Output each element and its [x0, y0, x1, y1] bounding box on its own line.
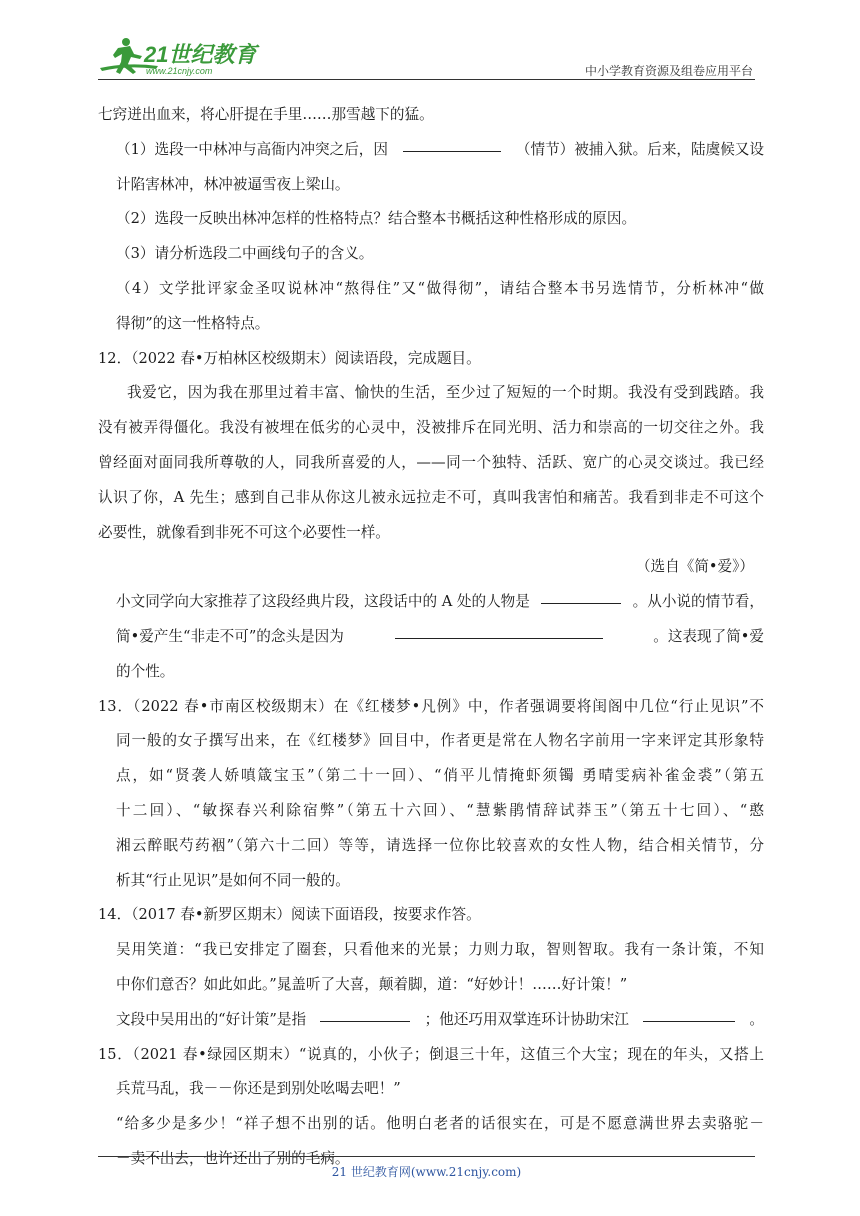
page-footer [98, 1156, 755, 1180]
header-divider [98, 79, 755, 80]
text-line: 点，如“贤袭人娇嗔箴宝玉”（第二十一回）、“俏平儿情掩虾须镯 勇晴雯病补雀金裘”（第五 [116, 767, 764, 785]
platform-name: 中小学教育资源及组卷应用平台 [584, 64, 753, 78]
text-segment: 简•爱产生“非走不可”的念头是因为 [116, 627, 344, 645]
text-line: （4）文学批评家金圣叹说林冲“熬得住”又“做得彻”，请结合整本书另选情节，分析林冲“做 [116, 279, 764, 297]
text-line: 我爱它，因为我在那里过着丰富、愉快的生活，至少过了短短的一个时期。我没有受到践踏。我 [127, 384, 764, 402]
text-line: －卖不出去，也许还出了别的毛病。 [116, 1149, 350, 1167]
text-line: “给多少是多少！“祥子想不出别的话。他明白老者的话很实在，可是不愿意满世界去卖骆驼－ [116, 1115, 764, 1133]
text-segment: 小文同学向大家推荐了这段经典片段，这段话中的 A 处的人物是 [116, 593, 530, 611]
page-header [98, 28, 755, 80]
text-segment: 。从小说的情节看， [632, 593, 764, 611]
logo-url: www.21cnjy.com [146, 66, 213, 76]
text-line: 中你们意否？如此如此。”晁盖听了大喜，颠着脚，道：“好妙计！……好计策！” [116, 975, 628, 993]
text-line: 七窍迸出血来，将心肝提在手里……那雪越下的猛。 [98, 106, 434, 123]
footer-divider [98, 1156, 755, 1157]
question-title: 13．（2022 春•市南区校级期末）在《红楼梦•凡例》中，作者强调要将闺阁中几位“行止见识”不 [98, 697, 764, 715]
text-line: 兵荒马乱，我－－你还是到别处吆喝去吧！” [116, 1080, 401, 1098]
text-line: 没有被弄得僵化。我没有被埋在低劣的心灵中，没被排斥在同光明、活力和崇高的一切交往之外。我 [98, 419, 764, 437]
text-line: （2）选段一反映出林冲怎样的性格特点？结合整本书概括这种性格形成的原因。 [116, 210, 637, 228]
answer-blank[interactable] [643, 1003, 735, 1022]
question-line [98, 133, 764, 168]
logo-text: 21世纪教育 [144, 42, 257, 67]
question-title: 12．（2022 春•万柏林区校级期末）阅读语段，完成题目。 [98, 349, 481, 367]
document-body [98, 98, 764, 1177]
text-line: 的个性。 [116, 662, 175, 680]
text-segment: 。 [749, 1010, 764, 1028]
question-title: 14．（2017 春•新罗区期末）阅读下面语段，按要求作答。 [98, 906, 481, 924]
question-line [98, 585, 764, 620]
answer-blank[interactable] [541, 585, 621, 604]
answer-blank[interactable] [320, 1003, 410, 1022]
text-line: 同一般的女子撰写出来，在《红楼梦》回目中，作者更是常在人物名字前用一字来评定其形象特 [116, 732, 764, 750]
text-line: 得彻”的这一性格特点。 [116, 314, 270, 332]
text-line: 认识了你，A 先生；感到自己非从你这儿被永远拉走不可，真叫我害怕和痛苦。我看到非走不可这个 [98, 488, 764, 506]
text-line: （3）请分析选段二中画线句子的含义。 [116, 245, 374, 263]
text-segment: 。这表现了简•爱 [653, 627, 764, 645]
text-segment: （情节）被捕入狱。后来，陆虞候又设 [515, 140, 764, 158]
text-line: 曾经面对面同我所尊敬的人，同我所喜爱的人，——同一个独特、活跃、宽广的心灵交谈过。我已经 [98, 453, 764, 471]
source-citation: （选自《简•爱》） [635, 558, 754, 576]
question-line [98, 620, 764, 655]
text-line: 湘云醉眠芍药裀”（第六十二回）等等，请选择一位你比较喜欢的女性人物，结合相关情节，分 [116, 836, 764, 854]
text-segment: 文段中吴用出的“好计策”是指 [116, 1010, 307, 1028]
text-line: 析其“行止见识”是如何不同一般的。 [116, 871, 350, 889]
text-line: 吴用笑道：“我已安排定了圈套，只看他来的光景；力则力取，智则智取。我有一条计策，不知 [116, 941, 764, 959]
answer-blank[interactable] [403, 133, 501, 152]
answer-blank[interactable] [395, 620, 603, 639]
footer-text: 21 世纪教育网(www.21cnjy.com) [331, 1165, 522, 1179]
text-segment: ；他还巧用双掌连环计协助宋江 [424, 1010, 629, 1028]
site-logo [98, 34, 268, 78]
question-title: 15．（2021 春•绿园区期末）“说真的，小伙子；倒退三十年，这值三个大宝；现在的年头，又搭上 [98, 1045, 764, 1063]
question-line [98, 1003, 764, 1038]
text-segment: （1）选段一中林冲与高衙内冲突之后，因 [116, 140, 388, 158]
text-line: 计陷害林冲，林冲被逼雪夜上梁山。 [116, 175, 350, 193]
text-line: 必要性，就像看到非死不可这个必要性一样。 [98, 523, 390, 541]
text-line: 十二回）、“敏探春兴利除宿弊”（第五十六回）、“慧紫鹃情辞试莽玉”（第五十七回）、“憨 [116, 801, 764, 819]
